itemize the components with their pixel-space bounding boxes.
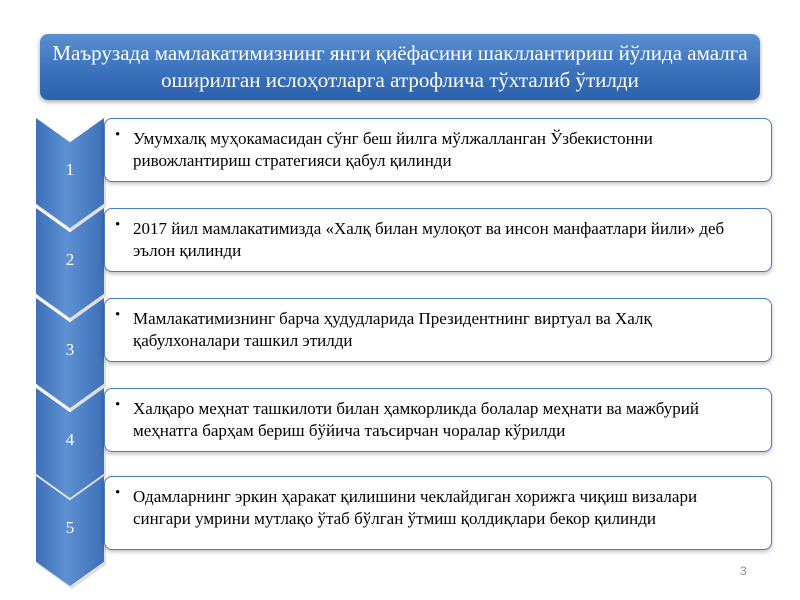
item-number: 4 bbox=[65, 430, 75, 449]
item-number: 1 bbox=[65, 160, 75, 179]
list-item-4 bbox=[0, 388, 800, 480]
list-item-5 bbox=[0, 476, 800, 568]
bullet: • bbox=[115, 127, 121, 143]
item-number: 5 bbox=[65, 518, 75, 537]
bullet: • bbox=[115, 217, 121, 233]
item-number: 2 bbox=[65, 250, 75, 269]
bullet: • bbox=[115, 307, 121, 323]
page-number: 3 bbox=[740, 564, 747, 578]
list-item-2 bbox=[0, 208, 800, 300]
item-text: 2017 йил мамлакатимизда «Халқ билан мулоқот ва инсон манфаатлари йили» деб эълон қилинди bbox=[133, 219, 725, 260]
item-card bbox=[104, 388, 772, 452]
list-item-1 bbox=[0, 118, 800, 210]
item-text: Халқаро меҳнат ташкилоти билан ҳамкорликда болалар меҳнати ва мажбурий меҳнатга барҳам бериш бўйича таъсирчан чоралар кўрилди bbox=[133, 399, 699, 440]
item-text: Умумхалқ муҳокамасидан сўнг беш йилга мўлжалланган Ўзбекистонни ривожлантириш стратегияси қабул қилинди bbox=[133, 129, 653, 170]
item-text: Мамлакатимизнинг барча ҳудудларида Президентнинг виртуал ва Халқ қабулхоналари ташкил этилди bbox=[133, 309, 652, 350]
item-card bbox=[104, 298, 772, 362]
slide-title: Маърузада мамлакатимизнинг янги қиёфасини шакллантириш йўлида амалга оширилган ислоҳотларга атрофлича тўхталиб ўтилди bbox=[40, 34, 760, 100]
item-card bbox=[104, 476, 772, 550]
bullet: • bbox=[115, 397, 121, 413]
item-text: Одамларнинг эркин ҳаракат қилишини чеклайдиган хорижга чиқиш визалари сингари умрини мутлақо ўтаб бўлган ўтмиш қолдиқлари бекор қилинди bbox=[133, 487, 698, 528]
list-item-3 bbox=[0, 298, 800, 390]
item-number: 3 bbox=[65, 340, 75, 359]
item-card bbox=[104, 208, 772, 272]
bullet: • bbox=[115, 485, 121, 501]
item-card bbox=[104, 118, 772, 182]
